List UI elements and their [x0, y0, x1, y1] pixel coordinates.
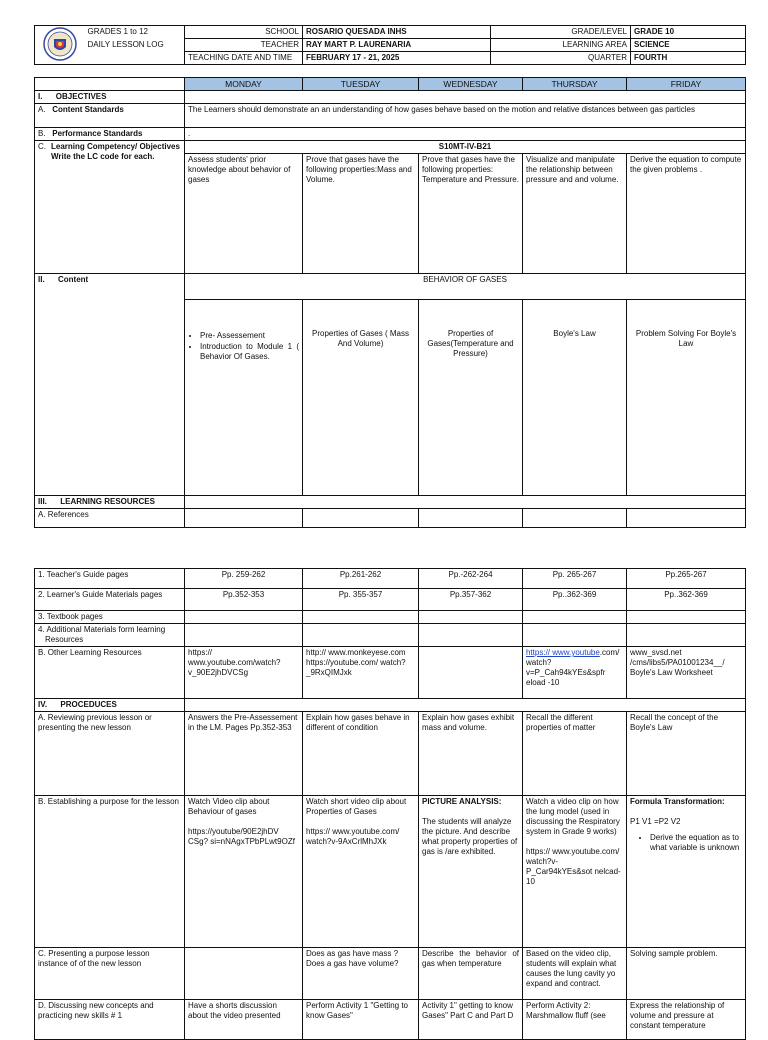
performance-standards-text: .: [185, 128, 746, 141]
content-monday: [185, 300, 303, 496]
learning-resources-heading: III. LEARNING RESOURCES: [35, 496, 185, 509]
procedure-c-label: C. Presenting a purpose lesson instance of of the new lesson: [35, 948, 185, 1000]
deped-seal-icon: [43, 27, 77, 61]
procedure-c-tuesday: Does as gas have mass ? Does a gas have volume?: [303, 948, 419, 1000]
procedure-c-wednesday: Describe the behavior of gas when temperature: [419, 948, 523, 1000]
content-monday-list: [188, 331, 299, 362]
day-monday: MONDAY: [185, 78, 303, 91]
day-wednesday: WEDNESDAY: [419, 78, 523, 91]
procedure-a-monday: Answers the Pre-Assessement in the LM. Pages Pp.352-353: [185, 712, 303, 796]
objectives-heading: I. OBJECTIVES: [35, 91, 185, 104]
procedure-a-tuesday: Explain how gases behave in different of condition: [303, 712, 419, 796]
quarter-value: FOURTH: [631, 52, 746, 65]
day-thursday: THURSDAY: [523, 78, 627, 91]
school-label: SCHOOL: [185, 26, 303, 39]
procedure-d-monday: Have a shorts discussion about the video presented: [185, 1000, 303, 1040]
deped-seal-cell: [35, 26, 85, 65]
date-value: FEBRUARY 17 - 21, 2025: [303, 52, 491, 65]
other-resource-thursday: https:// www.youtube.com/ watch? v=P_Cah94kYEs&spfr eload -10: [523, 647, 627, 699]
content-wednesday: Properties of Gases(Temperature and Pressure): [419, 300, 523, 496]
procedure-d-tuesday: Perform Activity 1 "Getting to know Gases": [303, 1000, 419, 1040]
content-standards-label: A. Content Standards: [35, 104, 185, 128]
procedure-b-tuesday: Watch short video clip about Properties of Gases https:// www.youtube.com/ watch?v-9AxCrlMhJXk: [303, 796, 419, 948]
learners-guide-label: 2. Learner's Guide Materials pages: [35, 589, 185, 611]
lm-friday: Pp..362-369: [627, 589, 746, 611]
procedure-b-label: B. Establishing a purpose for the lesson: [35, 796, 185, 948]
resources-procedures-table: [34, 568, 746, 1040]
learning-area-value: SCIENCE: [631, 39, 746, 52]
procedure-d-thursday: Perform Activity 2: Marshmallow fluff (see: [523, 1000, 627, 1040]
list-item: • Pre- Assessement: [200, 331, 299, 341]
grade-level-label: GRADE/LEVEL: [491, 26, 631, 39]
procedure-b-wednesday: PICTURE ANALYSIS: The students will analyze the picture. And describe what property properties of gas is /are exhibited.: [419, 796, 523, 948]
procedure-d-label: D. Discussing new concepts and practicing new skills # 1: [35, 1000, 185, 1040]
tg-monday: Pp. 259-262: [185, 569, 303, 589]
other-resources-label: B. Other Learning Resources: [35, 647, 185, 699]
additional-materials-label: 4. Additional Materials form learning Resources: [35, 624, 185, 647]
header-table: [34, 25, 746, 65]
content-friday: Problem Solving For Boyle's Law: [627, 300, 746, 496]
list-item: • Introduction to Module 1 ( Behavior Of Gases.: [200, 342, 299, 362]
lesson-log-part-2: [34, 568, 745, 1040]
tg-wednesday: Pp.-262-264: [419, 569, 523, 589]
grade-level-value: GRADE 10: [631, 26, 746, 39]
competency-wednesday: Prove that gases have the following properties: Temperature and Pressure.: [419, 154, 523, 274]
competency-tuesday: Prove that gases have the following properties:Mass and Volume.: [303, 154, 419, 274]
tg-thursday: Pp. 265-267: [523, 569, 627, 589]
learning-competency-label: C. Learning Competency/ Objectives Write the LC code for each.: [35, 141, 185, 274]
quarter-label: QUARTER: [491, 52, 631, 65]
other-resource-friday: www_svsd.net /cms/libs5/PA01001234__/ Boyle's Law Worksheet: [627, 647, 746, 699]
procedure-a-wednesday: Explain how gases exhibit mass and volume.: [419, 712, 523, 796]
objectives-table: [34, 77, 746, 528]
other-resource-monday: https:// www.youtube.com/watch? v_90E2jhDVCSg: [185, 647, 303, 699]
procedure-c-monday: [185, 948, 303, 1000]
school-value: ROSARIO QUESADA INHS: [303, 26, 491, 39]
lm-thursday: Pp..362-369: [523, 589, 627, 611]
tg-friday: Pp.265-267: [627, 569, 746, 589]
procedure-b-friday: Formula Transformation: P1 V1 =P2 V2 • Derive the equation as to what variable is unknown: [627, 796, 746, 948]
procedures-heading: IV. PROCEDUCES: [35, 699, 185, 712]
grades-label: GRADES 1 to 12: [85, 26, 185, 39]
procedure-c-friday: Solving sample problem.: [627, 948, 746, 1000]
procedure-d-wednesday: Activity 1" getting to know Gases" Part C and Part D: [419, 1000, 523, 1040]
procedure-b-friday-list: [630, 833, 742, 853]
lc-code: S10MT-IV-B21: [185, 141, 746, 154]
procedure-b-monday: Watch Video clip about Behaviour of gases https://youtube/90E2jhDV CSg? si=nNAgxTPbPLwt9OZf: [185, 796, 303, 948]
day-tuesday: TUESDAY: [303, 78, 419, 91]
procedure-a-thursday: Recall the different properties of matter: [523, 712, 627, 796]
content-thursday: Boyle's Law: [523, 300, 627, 496]
procedure-a-friday: Recall the concept of the Boyle's Law: [627, 712, 746, 796]
lesson-log-part-1: [34, 25, 745, 528]
day-friday: FRIDAY: [627, 78, 746, 91]
lm-monday: Pp.352-353: [185, 589, 303, 611]
teacher-label: TEACHER: [185, 39, 303, 52]
competency-monday: Assess students' prior knowledge about behavior of gases: [185, 154, 303, 274]
learning-area-label: LEARNING AREA: [491, 39, 631, 52]
daily-lesson-log-label: DAILY LESSON LOG: [85, 39, 185, 52]
procedure-d-friday: Express the relationship of volume and pressure at constant temperature: [627, 1000, 746, 1040]
performance-standards-label: B. Performance Standards: [35, 128, 185, 141]
procedure-a-label: A. Reviewing previous lesson or presenting the new lesson: [35, 712, 185, 796]
content-heading: II. Content: [35, 274, 185, 496]
lm-tuesday: Pp. 355-357: [303, 589, 419, 611]
content-title: BEHAVIOR OF GASES: [185, 274, 746, 300]
competency-thursday: Visualize and manipulate the relationship between pressure and and volume.: [523, 154, 627, 274]
procedure-b-thursday: Watch a video clip on how the lung model (used in discussing the Respiratory system in Grade 9 works) https:// www.youtube.com/ watch?v- P_Car94kYEs&sot nelcad-10: [523, 796, 627, 948]
teacher-value: RAY MART P. LAURENARIA: [303, 39, 491, 52]
tg-tuesday: Pp.261-262: [303, 569, 419, 589]
content-standards-text: The Learners should demonstrate an an understanding of how gases behave based on the motion and relative distances between gas particles: [185, 104, 746, 128]
date-label: TEACHING DATE AND TIME: [185, 52, 303, 65]
procedure-c-thursday: Based on the video clip, students will explain what causes the lung cavity yo expand and contract.: [523, 948, 627, 1000]
teachers-guide-label: 1. Teacher's Guide pages: [35, 569, 185, 589]
competency-friday: Derive the equation to compute the given problems .: [627, 154, 746, 274]
references-label: A. References: [35, 509, 185, 528]
lm-wednesday: Pp.357-362: [419, 589, 523, 611]
content-tuesday: Properties of Gases ( Mass And Volume): [303, 300, 419, 496]
other-resource-tuesday: http:// www.monkeyese.com https://youtube.com/ watch?_9RxQIMJxk: [303, 647, 419, 699]
textbook-label: 3. Textbook pages: [35, 611, 185, 624]
thursday-video-link[interactable]: https:// www.youtube: [526, 648, 600, 657]
list-item: • Derive the equation as to what variable is unknown: [650, 833, 742, 853]
